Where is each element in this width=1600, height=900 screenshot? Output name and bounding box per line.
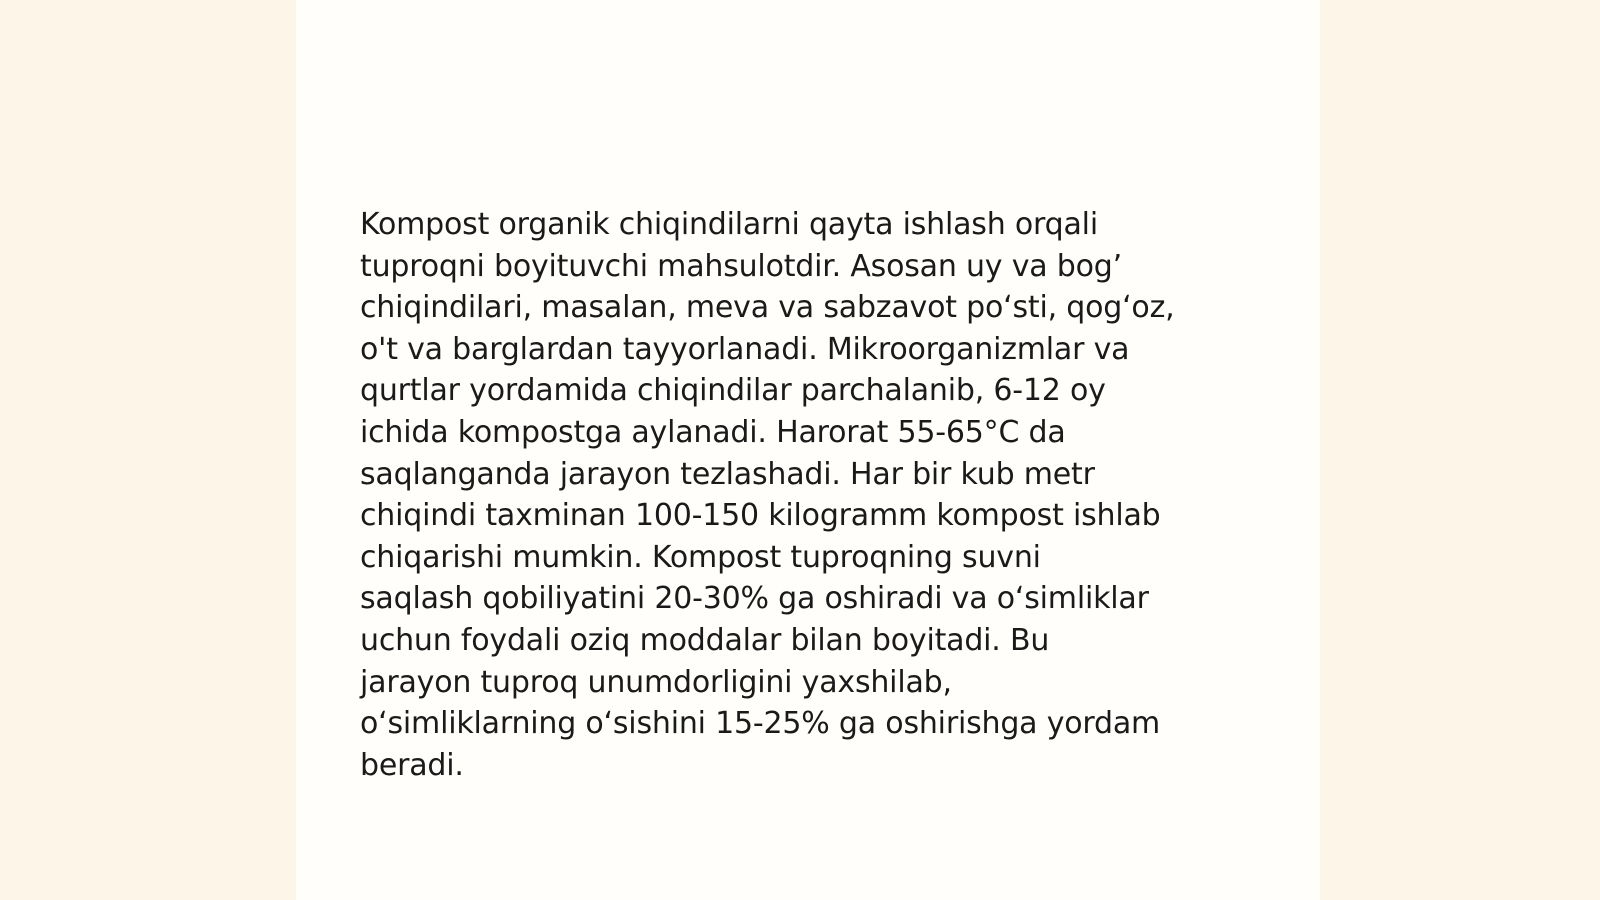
document-page — [296, 0, 1320, 900]
body-paragraph: Kompost organik chiqindilarni qayta ishlash orqali tuproqni boyituvchi mahsulotdir. Asosan uy va bog’ chiqindilari, masalan, meva va sabzavot po‘sti, qog‘oz, o't va barglardan tayyorlanadi. Mikroorganizmlar va qurtlar yordamida chiqindilar parchalanib, 6-12 oy ichida kompostga aylanadi. Harorat 55-65°C da saqlanganda jarayon tezlashadi. Har bir kub metr chiqindi taxminan 100-150 kilogramm kompost ishlab chiqarishi mumkin. Kompost tuproqning suvni saqlash qobiliyatini 20-30% ga oshiradi va o‘simliklar uchun foydali oziq moddalar bilan boyitadi. Bu jarayon tuproq unumdorligini yaxshilab, o‘simliklarning o‘sishini 15-25% ga oshirishga yordam beradi. — [360, 207, 1175, 783]
